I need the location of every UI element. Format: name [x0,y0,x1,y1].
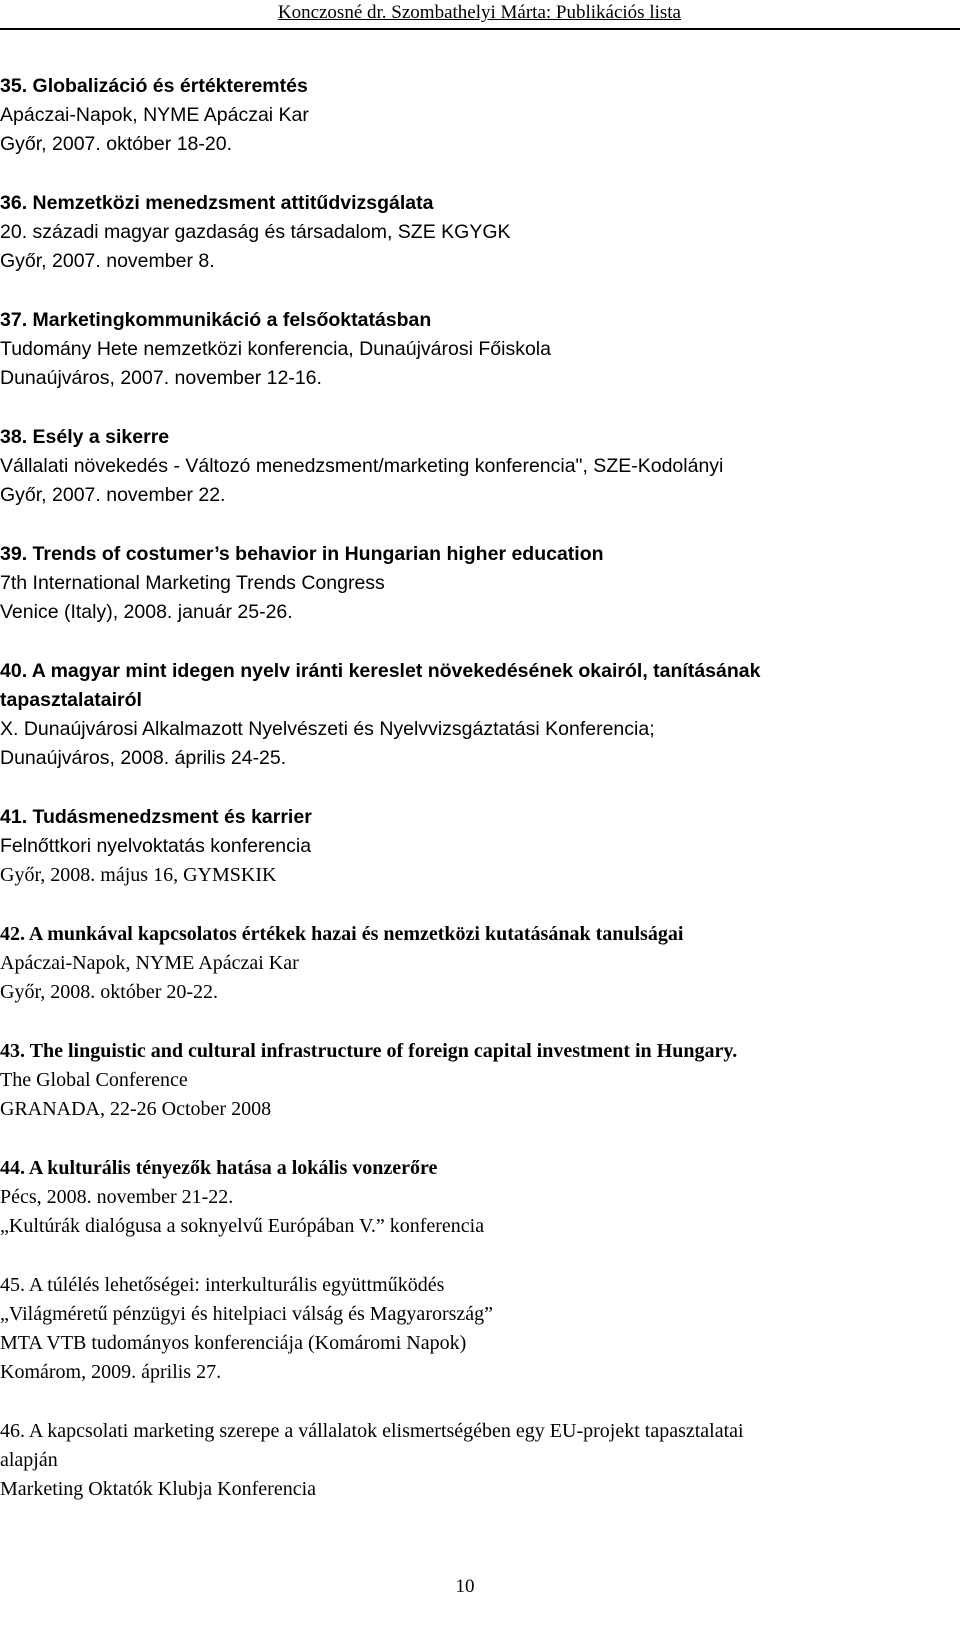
header-title: Konczosné dr. Szombathelyi Márta: Publikációs lista [277,2,681,23]
page-header [0,0,960,30]
entry-detail: Győr, 2007. november 8. [0,250,215,272]
list-item [0,1417,944,1504]
list-item [0,72,944,159]
entry-title: 45. A túlélés lehetőségei: interkulturális együttműködés [0,1274,445,1296]
entry-detail: Apáczai-Napok, NYME Apáczai Kar [0,952,299,974]
entry-title: 42. A munkával kapcsolatos értékek hazai és nemzetközi kutatásának tanulságai [0,923,684,945]
publication-list [0,72,944,1534]
entry-detail: MTA VTB tudományos konferenciája (Komáromi Napok) [0,1332,467,1354]
entry-detail: 7th International Marketing Trends Congress [0,572,385,594]
list-item [0,306,944,393]
entry-detail: Marketing Oktatók Klubja Konferencia [0,1478,317,1500]
entry-detail: GRANADA, 22-26 October 2008 [0,1098,272,1120]
entry-detail: „Kultúrák dialógusa a soknyelvű Európában V.” konferencia [0,1215,485,1237]
entry-detail: Tudomány Hete nemzetközi konferencia, Dunaújvárosi Főiskola [0,338,551,360]
entry-detail: Győr, 2008. május 16, GYMSKIK [0,864,277,886]
entry-title-continued: tapasztalatairól [0,689,142,711]
page-number: 10 [455,1576,475,1597]
list-item [0,189,944,276]
entry-detail: Venice (Italy), 2008. január 25-26. [0,601,293,623]
entry-detail: Komárom, 2009. április 27. [0,1361,222,1383]
entry-detail: Pécs, 2008. november 21-22. [0,1186,234,1208]
entry-title: 43. The linguistic and cultural infrastructure of foreign capital investment in Hungary. [0,1040,738,1062]
list-item [0,1154,944,1241]
entry-title-continued: alapján [0,1449,58,1471]
header-rule [0,28,960,30]
entry-detail: Dunaújváros, 2008. április 24-25. [0,747,287,769]
entry-detail: Vállalati növekedés - Változó menedzsment/marketing konferencia", SZE-Kodolányi [0,455,724,477]
list-item [0,1037,944,1124]
entry-detail: Apáczai-Napok, NYME Apáczai Kar [0,104,309,126]
entry-detail: Győr, 2008. október 20-22. [0,981,219,1003]
entry-detail: X. Dunaújvárosi Alkalmazott Nyelvészeti és Nyelvvizsgáztatási Konferencia; [0,718,655,740]
entry-title: 44. A kulturális tényezők hatása a lokális vonzerőre [0,1157,438,1179]
entry-detail: Győr, 2007. október 18-20. [0,133,232,155]
entry-title: 40. A magyar mint idegen nyelv iránti kereslet növekedésének okairól, tanításának [0,660,761,682]
entry-detail: „Világméretű pénzügyi és hitelpiaci válság és Magyarország” [0,1303,494,1325]
entry-title: 38. Esély a sikerre [0,426,170,448]
entry-detail: Felnőttkori nyelvoktatás konferencia [0,835,312,857]
entry-title: 35. Globalizáció és értékteremtés [0,75,308,97]
list-item [0,540,944,627]
entry-title: 39. Trends of costumer’s behavior in Hungarian higher education [0,543,604,565]
entry-detail: Győr, 2007. november 22. [0,484,226,506]
entry-title: 37. Marketingkommunikáció a felsőoktatásban [0,309,432,331]
entry-title: 41. Tudásmenedzsment és karrier [0,806,312,828]
entry-detail: The Global Conference [0,1069,188,1091]
list-item [0,657,944,773]
list-item [0,920,944,1007]
list-item [0,1271,944,1387]
list-item [0,803,944,890]
list-item [0,423,944,510]
entry-title: 36. Nemzetközi menedzsment attitűdvizsgálata [0,192,434,214]
entry-title: 46. A kapcsolati marketing szerepe a vállalatok elismertségében egy EU-projekt tapasztalatai [0,1420,744,1442]
entry-detail: Dunaújváros, 2007. november 12-16. [0,367,322,389]
entry-detail: 20. századi magyar gazdaság és társadalom, SZE KGYGK [0,221,511,243]
